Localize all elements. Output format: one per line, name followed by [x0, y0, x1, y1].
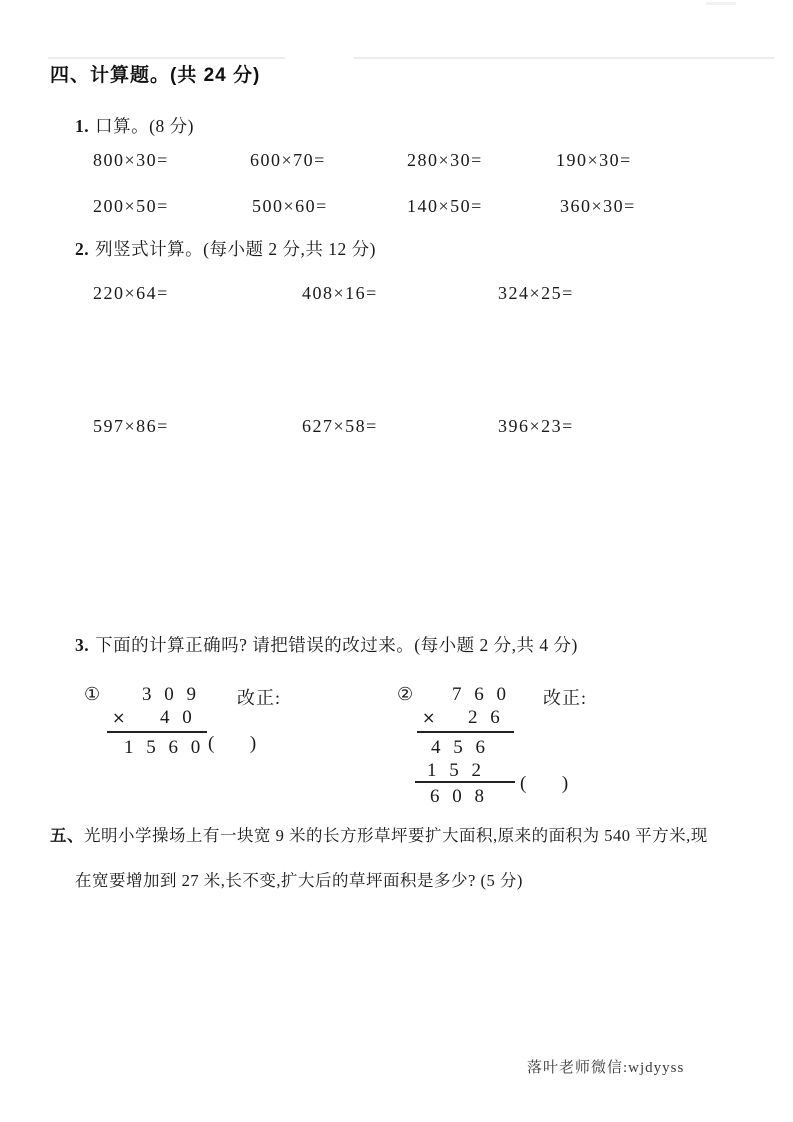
- problem1-product-rule: [107, 731, 207, 733]
- problem2-multiplicand: 7 6 0: [452, 684, 508, 705]
- vertical-calc-expression: 597×86=: [93, 416, 169, 436]
- problem2-partial-product-2: 1 5 2: [427, 760, 483, 781]
- problem1-correction-label: 改正:: [237, 688, 282, 708]
- problem1-multiplicand: 3 0 9: [142, 684, 198, 705]
- q2-heading: [75, 236, 376, 261]
- problem2-label: ②: [397, 684, 414, 705]
- oral-calc-expression: 190×30=: [556, 150, 632, 170]
- problem1-multiplier: 4 0: [160, 707, 194, 728]
- problem2-product-rule: [415, 781, 515, 783]
- vertical-calc-expression: 408×16=: [302, 283, 378, 303]
- problem2-answer-blank: ( ): [520, 773, 570, 794]
- problem2-partial-rule: [417, 731, 514, 733]
- oral-calc-expression: 500×60=: [252, 196, 328, 216]
- problem2-product: 6 0 8: [430, 786, 486, 807]
- problem2-correction-label: 改正:: [543, 688, 588, 708]
- q2-title: 列竖式计算。(每小题 2 分,共 12 分): [95, 239, 376, 259]
- oral-calc-expression: 140×50=: [407, 196, 483, 216]
- problem2-times-icon: ×: [422, 708, 436, 727]
- vertical-calc-expression: 627×58=: [302, 416, 378, 436]
- footer-watermark: 落叶老师微信:wjdyyss: [527, 1060, 685, 1076]
- section-four-heading: 四、计算题。(共 24 分): [50, 65, 261, 86]
- section-five-line1: [50, 822, 708, 846]
- vertical-calc-expression: 396×23=: [498, 416, 574, 436]
- problem1-times-icon: ×: [112, 708, 126, 727]
- problem1-answer-blank: ( ): [208, 733, 258, 754]
- oral-calc-expression: 280×30=: [407, 150, 483, 170]
- oral-calc-expression: 800×30=: [93, 150, 169, 170]
- q1-number: 1.: [75, 116, 90, 136]
- q3-heading: [75, 632, 578, 657]
- q3-number: 3.: [75, 635, 90, 655]
- scan-artifact-line: [354, 57, 774, 59]
- problem1-label: ①: [84, 684, 101, 705]
- q3-title: 下面的计算正确吗? 请把错误的改过来。(每小题 2 分,共 4 分): [95, 635, 578, 655]
- scan-artifact-smudge: [706, 2, 736, 5]
- problem1-product: 1 5 6 0: [124, 737, 203, 758]
- oral-calc-expression: 600×70=: [250, 150, 326, 170]
- section-five-line1-text: 光明小学操场上有一块宽 9 米的长方形草坪要扩大面积,原来的面积为 540 平方米,现: [84, 826, 708, 845]
- scan-artifact-line: [48, 57, 285, 59]
- q1-heading: [75, 113, 194, 138]
- section-five-prefix: 五、: [50, 827, 84, 845]
- oral-calc-expression: 200×50=: [93, 196, 169, 216]
- section-five-line2: 在宽要增加到 27 米,长不变,扩大后的草坪面积是多少? (5 分): [75, 871, 523, 890]
- vertical-calc-expression: 324×25=: [498, 283, 574, 303]
- problem2-partial-product-1: 4 5 6: [431, 737, 487, 758]
- q1-title: 口算。(8 分): [95, 116, 194, 136]
- q2-number: 2.: [75, 239, 90, 259]
- problem2-multiplier: 2 6: [468, 707, 502, 728]
- vertical-calc-expression: 220×64=: [93, 283, 169, 303]
- oral-calc-expression: 360×30=: [560, 196, 636, 216]
